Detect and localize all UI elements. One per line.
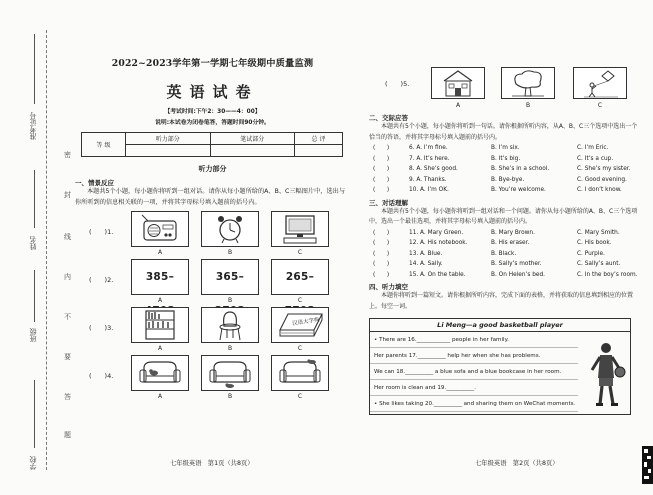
binding-field-exam-number: 准考证号 bbox=[29, 112, 37, 140]
choice-c: C. Purple. bbox=[577, 250, 605, 257]
kite-icon bbox=[574, 68, 626, 98]
choice-c: C. She’s my sister. bbox=[577, 166, 631, 172]
question-number[interactable]: ( )5. bbox=[385, 80, 410, 88]
score-cell[interactable] bbox=[126, 145, 211, 157]
fill-in-table-title: Li Meng—a good basketball player bbox=[370, 319, 630, 332]
option-picture[interactable] bbox=[131, 211, 189, 247]
section-instruction: 本题你将听到一篇短文。请你根据所听内容，完成下面的表格，并将获取的信息填到相应的位置上。每空一词。 bbox=[369, 292, 634, 310]
exam-subject: 英语试卷 bbox=[166, 83, 259, 101]
fill-in-line[interactable]: Her room is clean and 19.__________. bbox=[370, 380, 578, 396]
score-row-header: 等 级 bbox=[82, 133, 126, 157]
choice-c: C. It’s a cup. bbox=[577, 155, 614, 162]
section-instruction: 本题共5个小题，每小题你将听到一组对话。请你从每小题所给的A、B、C三幅图片中，选出与你所听到的信息相关联的一项，并将其字母标号填入题前的括号内。 bbox=[75, 188, 346, 206]
sofa-cat-icon bbox=[272, 356, 328, 390]
fill-in-line[interactable]: Her parents 17.__________ help her when she has problems. bbox=[370, 348, 578, 364]
fill-in-table-body bbox=[370, 332, 630, 414]
question-row bbox=[75, 355, 350, 400]
mc-row bbox=[369, 249, 639, 260]
sofa-cat-icon bbox=[202, 356, 258, 390]
mc-row bbox=[369, 259, 639, 270]
exam-note: 说明:本试卷为闭卷笔答，答题时间90分钟。 bbox=[155, 120, 270, 126]
binding-blank-exam-number bbox=[34, 34, 35, 104]
mc-row bbox=[369, 175, 639, 186]
option-label-a: A bbox=[455, 102, 461, 109]
option-picture[interactable] bbox=[271, 211, 329, 247]
answer-bracket[interactable]: ( ) bbox=[373, 229, 390, 236]
option-label-c: C bbox=[597, 102, 603, 109]
choice-b: B. Sally’s mother. bbox=[491, 261, 542, 267]
page-1 bbox=[75, 55, 350, 400]
binding-field-name: 姓名 bbox=[29, 236, 37, 250]
mc-row bbox=[369, 228, 639, 239]
choice-c: C. I don’t know. bbox=[577, 187, 622, 193]
question-number[interactable]: ( )1. bbox=[89, 228, 114, 236]
computer-icon bbox=[272, 212, 328, 246]
answer-bracket[interactable]: ( ) bbox=[373, 155, 390, 162]
section-heading: 四、听力填空 bbox=[369, 283, 408, 291]
fill-in-table bbox=[369, 318, 631, 415]
choice-b: B. Mary Brown. bbox=[491, 229, 535, 236]
answer-bracket[interactable]: ( ) bbox=[373, 271, 390, 278]
option-label-b: B bbox=[227, 393, 233, 400]
phone-number-option[interactable]: 385– bbox=[131, 259, 189, 295]
sofa-cat-icon bbox=[132, 356, 188, 390]
option-label-a: A bbox=[157, 297, 163, 304]
radio-icon bbox=[132, 212, 188, 246]
dictionary-cover-text: 汉语大字典 bbox=[291, 317, 320, 328]
fill-in-line[interactable]: • She likes taking 20.__________ and sharing them on WeChat moments. bbox=[370, 396, 578, 412]
option-picture[interactable] bbox=[131, 355, 189, 391]
answer-bracket[interactable]: ( ) bbox=[373, 240, 390, 246]
choice-c: C. His book. bbox=[577, 240, 612, 246]
choice-c: C. Good evening. bbox=[577, 176, 627, 183]
score-cell[interactable] bbox=[210, 145, 295, 157]
question-row bbox=[75, 307, 350, 352]
seal-char: 线 bbox=[64, 233, 71, 241]
binding-field-school: 学校 bbox=[29, 456, 37, 470]
answer-bracket[interactable]: ( ) bbox=[373, 145, 390, 151]
section-heading: 三、对话理解 bbox=[369, 198, 408, 207]
option-label-b: B bbox=[525, 102, 531, 109]
question-row bbox=[75, 211, 350, 256]
listening-header: 听力部分 bbox=[198, 165, 227, 173]
binding-blank-class bbox=[34, 270, 35, 322]
score-cell[interactable] bbox=[295, 145, 343, 157]
phone-number-option[interactable]: 265– bbox=[271, 259, 329, 295]
score-col-total: 总 评 bbox=[295, 133, 343, 145]
choice-b: B. On Helen’s bed. bbox=[491, 271, 545, 278]
option-picture[interactable] bbox=[501, 67, 555, 99]
seal-char: 不 bbox=[64, 313, 71, 321]
phone-number-option[interactable]: 365– bbox=[201, 259, 259, 295]
question-row bbox=[369, 67, 639, 111]
choice-a: 7. A. It’s here. bbox=[409, 155, 450, 162]
fill-in-line[interactable]: • There are 16.____________ people in her family. bbox=[370, 332, 578, 348]
binding-margin bbox=[0, 0, 82, 495]
answer-bracket[interactable]: ( ) bbox=[373, 166, 390, 172]
option-label-b: B bbox=[227, 249, 233, 256]
option-picture[interactable] bbox=[131, 307, 189, 343]
option-picture[interactable] bbox=[573, 67, 627, 99]
score-table bbox=[81, 132, 343, 157]
exam-time: 【考试时间:下午2：30——4：00】 bbox=[164, 109, 261, 115]
seal-char: 封 bbox=[64, 191, 71, 199]
section-heading: 一、情景反应 bbox=[75, 179, 114, 187]
option-label-c: C bbox=[297, 249, 303, 256]
choice-a: 11. A. Mary Green. bbox=[409, 229, 464, 236]
question-number[interactable]: ( )2. bbox=[89, 276, 114, 284]
fill-in-line[interactable]: We can 18.__________ a blue sofa and a blue bookcase in her room. bbox=[370, 364, 578, 380]
binding-blank-school bbox=[34, 380, 35, 448]
mc-row bbox=[369, 185, 639, 196]
choice-a: 13. A. Blue. bbox=[409, 250, 443, 257]
page-2 bbox=[369, 67, 639, 415]
section-instruction: 本题共有5个小题，每小题你将听到一句话。请你根据所听内容，从A、B、C三个选项中选出一个恰当的答语，并将其字母标号填入题前的括号内。 bbox=[369, 123, 638, 141]
option-label-c: C bbox=[297, 345, 303, 352]
basketball-player-icon bbox=[586, 340, 626, 410]
answer-bracket[interactable]: ( ) bbox=[373, 250, 390, 257]
choice-c: C. Sally’s aunt. bbox=[577, 261, 621, 267]
binding-dashed-line bbox=[46, 30, 47, 470]
option-picture[interactable] bbox=[201, 211, 259, 247]
option-label-c: C bbox=[297, 297, 303, 304]
option-picture[interactable] bbox=[201, 307, 259, 343]
qr-mark-icon bbox=[642, 446, 653, 484]
page-2-footer: 七年级英语 第2页（共8页） bbox=[475, 460, 559, 467]
choice-b: B. It’s big. bbox=[491, 155, 521, 162]
choice-b: B. I’m six. bbox=[491, 145, 520, 151]
seal-char: 密 bbox=[64, 151, 71, 159]
choice-a: 15. A. On the table. bbox=[409, 271, 466, 278]
mc-row bbox=[369, 270, 639, 281]
alarm-clock-icon bbox=[202, 212, 258, 246]
binding-field-class: 班级 bbox=[29, 328, 37, 342]
seal-char: 答 bbox=[64, 393, 71, 401]
option-label-b: B bbox=[227, 297, 233, 304]
option-label-a: A bbox=[157, 249, 163, 256]
option-label-a: A bbox=[157, 345, 163, 352]
house-icon bbox=[432, 68, 484, 98]
choice-a: 14. A. Sally. bbox=[409, 261, 443, 267]
score-col-listening: 听力部分 bbox=[126, 133, 211, 145]
choice-a: 10. A. I’m OK. bbox=[409, 187, 449, 193]
score-col-written: 笔试部分 bbox=[210, 133, 295, 145]
binding-blank-name bbox=[34, 170, 35, 228]
option-picture[interactable] bbox=[271, 355, 329, 391]
choice-b: B. You’re welcome. bbox=[491, 187, 546, 193]
question-number[interactable]: ( )4. bbox=[89, 372, 114, 380]
bookshelf-icon bbox=[132, 308, 188, 342]
seal-char: 题 bbox=[64, 431, 71, 439]
choice-c: C. Mary Smith. bbox=[577, 229, 620, 236]
option-picture[interactable] bbox=[431, 67, 485, 99]
dictionary-icon bbox=[272, 308, 328, 342]
choice-a: 9. A. Thanks. bbox=[409, 176, 447, 183]
mc-row bbox=[369, 238, 639, 249]
exam-title: 2022~2023学年第一学期七年级期中质量监测 bbox=[111, 58, 314, 69]
mc-row bbox=[369, 164, 639, 175]
question-number[interactable]: ( )3. bbox=[89, 324, 114, 332]
option-label-c: C bbox=[297, 393, 303, 400]
section-heading: 二、交际应答 bbox=[369, 114, 408, 122]
choice-b: B. She’s in a school. bbox=[491, 166, 550, 172]
choice-b: B. His eraser. bbox=[491, 240, 530, 246]
mc-row bbox=[369, 143, 639, 154]
answer-bracket[interactable]: ( ) bbox=[373, 261, 390, 267]
section-instruction: 本题共有5个小题，每小题你将听到一组对话和一个问题。请你从每小题所给的A、B、C三个选项中，选出一个最佳选项，并将其字母标号填入题前的括号内。 bbox=[369, 207, 638, 225]
answer-bracket[interactable]: ( ) bbox=[373, 187, 390, 193]
mc-row bbox=[369, 154, 639, 165]
answer-bracket[interactable]: ( ) bbox=[373, 176, 390, 183]
page-1-footer: 七年级英语 第1页（共8页） bbox=[170, 460, 254, 467]
chair-icon bbox=[202, 308, 258, 342]
choice-c: C. In the boy’s room. bbox=[577, 271, 638, 278]
option-picture[interactable] bbox=[271, 307, 329, 343]
choice-a: 6. A. I’m fine. bbox=[409, 145, 448, 151]
option-picture[interactable] bbox=[201, 355, 259, 391]
tree-icon bbox=[502, 68, 554, 98]
choice-b: B. Black. bbox=[491, 250, 517, 257]
choice-b: B. Bye-bye. bbox=[491, 176, 525, 183]
seal-char: 内 bbox=[64, 273, 71, 281]
option-label-b: B bbox=[227, 345, 233, 352]
seal-char: 要 bbox=[64, 353, 71, 361]
choice-c: C. I’m Eric. bbox=[577, 145, 609, 151]
choice-a: 8. A. She’s good. bbox=[409, 166, 458, 172]
question-row bbox=[75, 259, 350, 304]
option-label-a: A bbox=[157, 393, 163, 400]
choice-a: 12. A. His notebook. bbox=[409, 240, 468, 246]
